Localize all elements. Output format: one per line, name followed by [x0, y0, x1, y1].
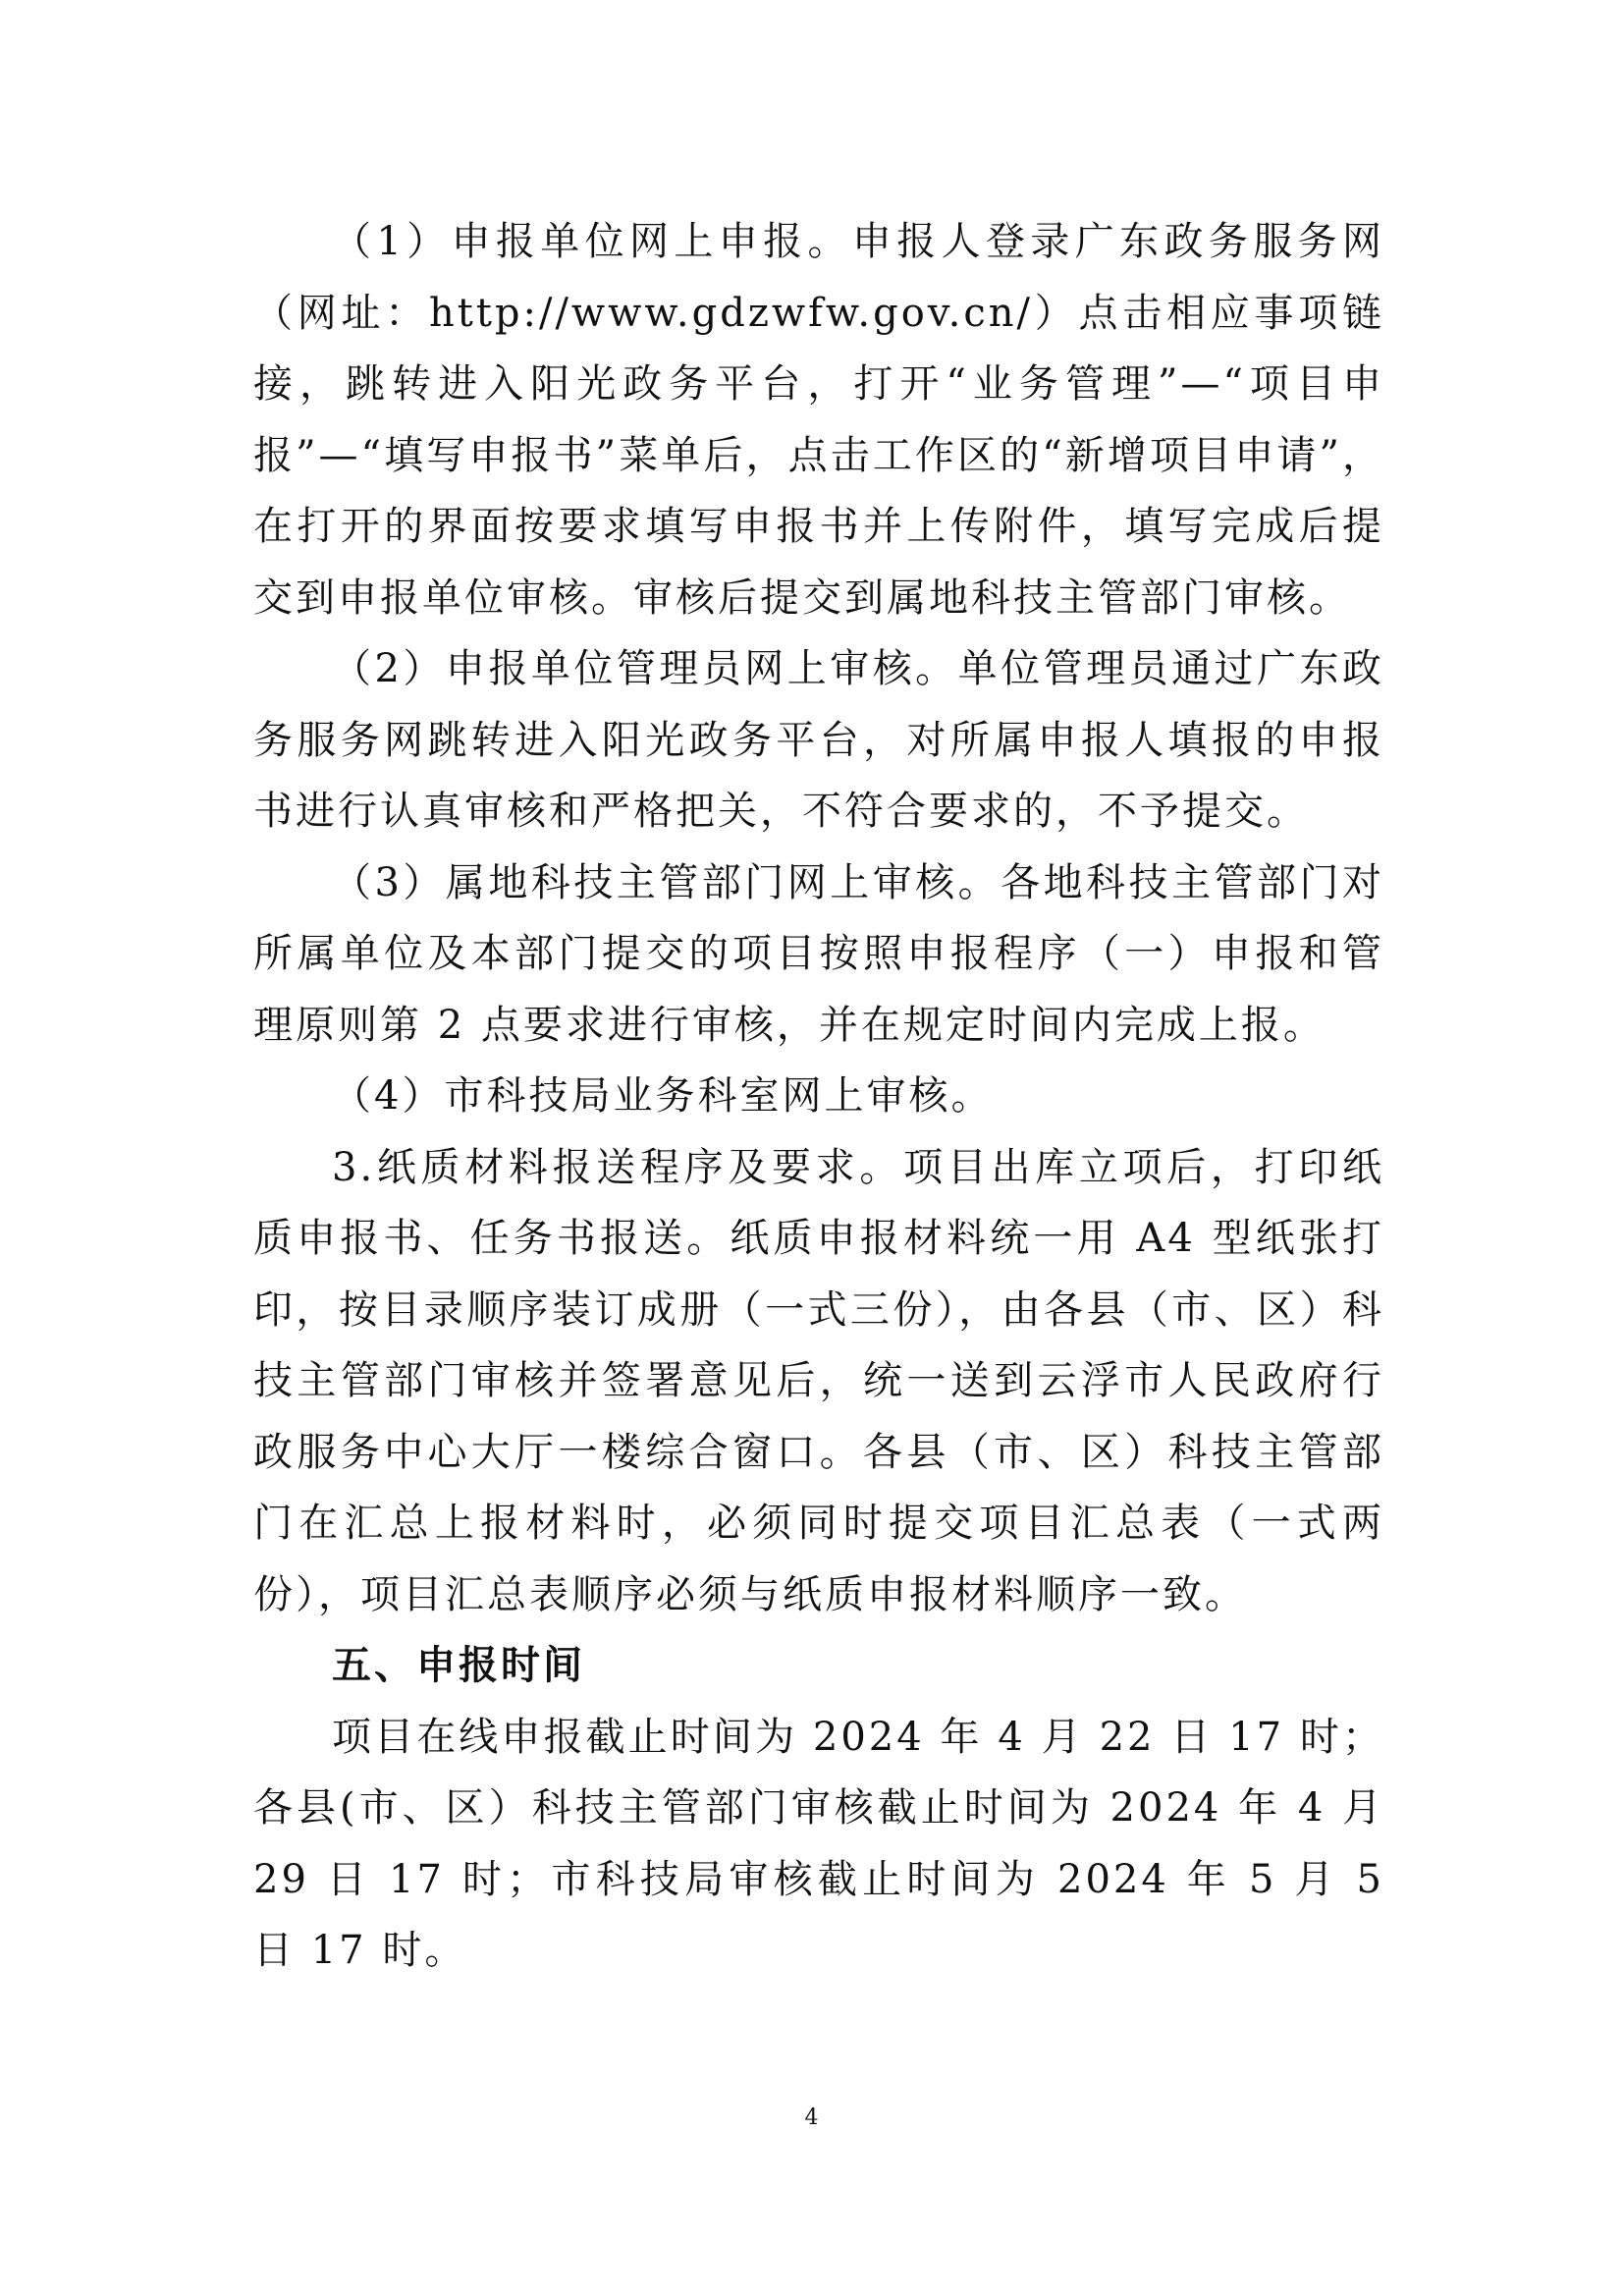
page-number: 4	[804, 2105, 819, 2130]
section-heading-application-time: 五、申报时间	[332, 1643, 585, 1688]
paragraph-city-bureau-review: （4）市科技局业务科室网上审核。	[332, 1073, 994, 1119]
paragraph-local-dept-review: （3）属地科技主管部门网上审核。各地科技主管部门对所属单位及本部门提交的项目按照申报程序（一）申报和管理原则第 2 点要求进行审核，并在规定时间内完成上报。	[253, 859, 1384, 1048]
document-body	[253, 206, 1384, 1987]
paragraph-admin-review: （2）申报单位管理员网上审核。单位管理员通过广东政务服务网跳转进入阳光政务平台，对所属申报人填报的申报书进行认真审核和严格把关，不符合要求的，不予提交。	[253, 646, 1384, 834]
paragraph-online-application: （1）申报单位网上申报。申报人登录广东政务服务网（网址：http://www.gdzwfw.gov.cn/）点击相应事项链接，跳转进入阳光政务平台，打开“业务管理”—“项目申报”—“填写申报书”菜单后，点击工作区的“新增项目申请”，在打开的界面按要求填写申报书并上传附件，填写完成后提交到申报单位审核。审核后提交到属地科技主管部门审核。	[253, 219, 1384, 621]
paragraph-paper-materials: 3.纸质材料报送程序及要求。项目出库立项后，打印纸质申报书、任务书报送。纸质申报材料统一用 A4 型纸张打印，按目录顺序装订成册（一式三份），由各县（市、区）科技主管部门审核并签署意见后，统一送到云浮市人民政府行政服务中心大厅一楼综合窗口。各县（市、区）科技主管部门在汇总上报材料时，必须同时提交项目汇总表（一式两份），项目汇总表顺序必须与纸质申报材料顺序一致。	[253, 1144, 1384, 1617]
paragraph-deadlines: 项目在线申报截止时间为 2024 年 4 月 22 日 17 时；各县(市、区）科技主管部门审核截止时间为 2024 年 4 月 29 日 17 时；市科技局审核截止时间为 2024 年 5 月 5 日 17 时。	[253, 1714, 1384, 1973]
